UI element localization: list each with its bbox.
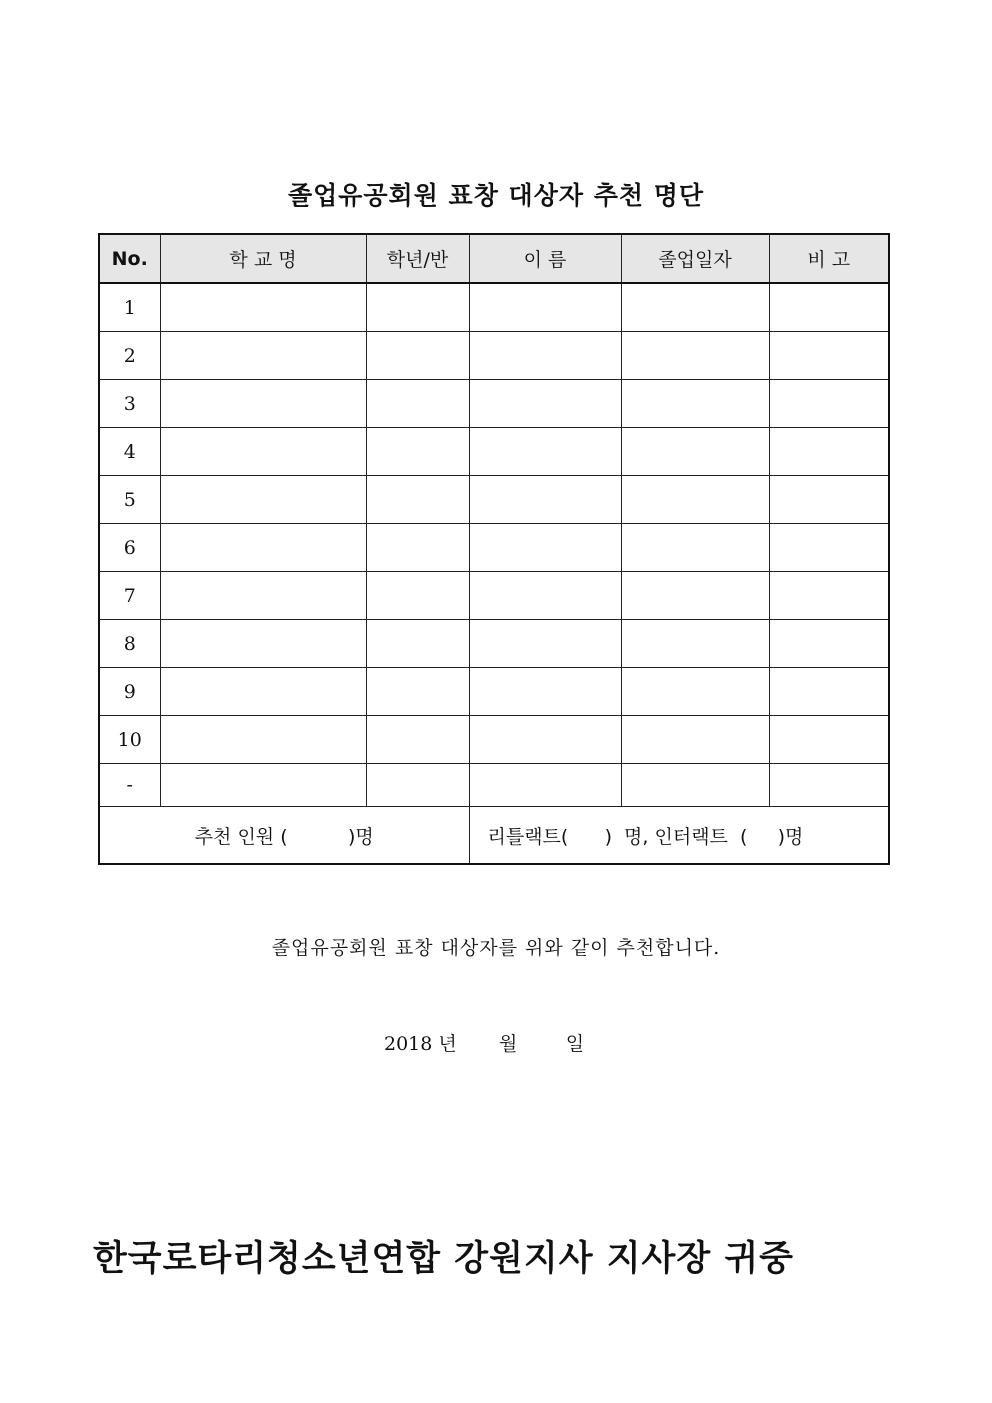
- note-cell[interactable]: [769, 764, 889, 807]
- header-name: 이 름: [469, 234, 621, 283]
- note-cell[interactable]: [769, 380, 889, 428]
- grade-class-cell[interactable]: [366, 283, 469, 332]
- school-cell[interactable]: [160, 572, 366, 620]
- row-number: 5: [99, 476, 160, 524]
- date-line: 2018 년 월 일: [384, 1033, 585, 1055]
- grade-class-cell[interactable]: [366, 380, 469, 428]
- row-number: -: [99, 764, 160, 807]
- grade-class-cell[interactable]: [366, 716, 469, 764]
- grade-class-cell[interactable]: [366, 668, 469, 716]
- name-cell[interactable]: [469, 332, 621, 380]
- table-row: [99, 716, 889, 764]
- graduation-date-cell[interactable]: [621, 380, 769, 428]
- school-cell[interactable]: [160, 764, 366, 807]
- row-number: 9: [99, 668, 160, 716]
- club-breakdown-count[interactable]: 리틀랙트( ) 명, 인터랙트 ( )명: [469, 807, 889, 865]
- table-row: [99, 476, 889, 524]
- note-cell[interactable]: [769, 716, 889, 764]
- school-cell[interactable]: [160, 332, 366, 380]
- table-row: [99, 668, 889, 716]
- grade-class-cell[interactable]: [366, 332, 469, 380]
- row-number: 3: [99, 380, 160, 428]
- note-cell[interactable]: [769, 572, 889, 620]
- graduation-date-cell[interactable]: [621, 524, 769, 572]
- grade-class-cell[interactable]: [366, 620, 469, 668]
- school-cell[interactable]: [160, 668, 366, 716]
- school-cell[interactable]: [160, 428, 366, 476]
- grade-class-cell[interactable]: [366, 428, 469, 476]
- name-cell[interactable]: [469, 572, 621, 620]
- addressee: 한국로타리청소년연합 강원지사 지사장 귀중: [93, 1239, 794, 1279]
- row-number: 2: [99, 332, 160, 380]
- school-cell[interactable]: [160, 380, 366, 428]
- name-cell[interactable]: [469, 476, 621, 524]
- table-row: [99, 428, 889, 476]
- table-row: [99, 380, 889, 428]
- table-row: [99, 283, 889, 332]
- note-cell[interactable]: [769, 428, 889, 476]
- row-number: 7: [99, 572, 160, 620]
- graduation-date-cell[interactable]: [621, 428, 769, 476]
- graduation-date-cell[interactable]: [621, 332, 769, 380]
- header-note: 비 고: [769, 234, 889, 283]
- graduation-date-cell[interactable]: [621, 620, 769, 668]
- recommendation-statement: 졸업유공회원 표창 대상자를 위와 같이 추천합니다.: [271, 937, 721, 959]
- row-number: 8: [99, 620, 160, 668]
- school-cell[interactable]: [160, 716, 366, 764]
- name-cell[interactable]: [469, 764, 621, 807]
- note-cell[interactable]: [769, 476, 889, 524]
- grade-class-cell[interactable]: [366, 476, 469, 524]
- row-number: 10: [99, 716, 160, 764]
- row-number: 6: [99, 524, 160, 572]
- grade-class-cell[interactable]: [366, 764, 469, 807]
- table-footer-row: [99, 807, 889, 865]
- table-row: [99, 572, 889, 620]
- name-cell[interactable]: [469, 716, 621, 764]
- header-graduation-date: 졸업일자: [621, 234, 769, 283]
- name-cell[interactable]: [469, 620, 621, 668]
- document-title: 졸업유공회원 표창 대상자 추천 명단: [287, 181, 705, 210]
- school-cell[interactable]: [160, 476, 366, 524]
- grade-class-cell[interactable]: [366, 524, 469, 572]
- table-row: [99, 620, 889, 668]
- name-cell[interactable]: [469, 668, 621, 716]
- graduation-date-cell[interactable]: [621, 283, 769, 332]
- note-cell[interactable]: [769, 620, 889, 668]
- row-number: 4: [99, 428, 160, 476]
- table-header-row: [99, 234, 889, 283]
- school-cell[interactable]: [160, 283, 366, 332]
- table-row: [99, 524, 889, 572]
- table-row: [99, 764, 889, 807]
- note-cell[interactable]: [769, 668, 889, 716]
- note-cell[interactable]: [769, 332, 889, 380]
- header-no: No.: [99, 234, 160, 283]
- school-cell[interactable]: [160, 524, 366, 572]
- header-school-name: 학 교 명: [160, 234, 366, 283]
- graduation-date-cell[interactable]: [621, 764, 769, 807]
- recommendation-table: [98, 233, 890, 865]
- table-row: [99, 332, 889, 380]
- total-recommended-count[interactable]: 추천 인원 ( )명: [99, 807, 469, 865]
- graduation-date-cell[interactable]: [621, 476, 769, 524]
- name-cell[interactable]: [469, 283, 621, 332]
- name-cell[interactable]: [469, 428, 621, 476]
- note-cell[interactable]: [769, 283, 889, 332]
- graduation-date-cell[interactable]: [621, 572, 769, 620]
- grade-class-cell[interactable]: [366, 572, 469, 620]
- graduation-date-cell[interactable]: [621, 716, 769, 764]
- graduation-date-cell[interactable]: [621, 668, 769, 716]
- name-cell[interactable]: [469, 524, 621, 572]
- school-cell[interactable]: [160, 620, 366, 668]
- header-grade-class: 학년/반: [366, 234, 469, 283]
- name-cell[interactable]: [469, 380, 621, 428]
- note-cell[interactable]: [769, 524, 889, 572]
- row-number: 1: [99, 283, 160, 332]
